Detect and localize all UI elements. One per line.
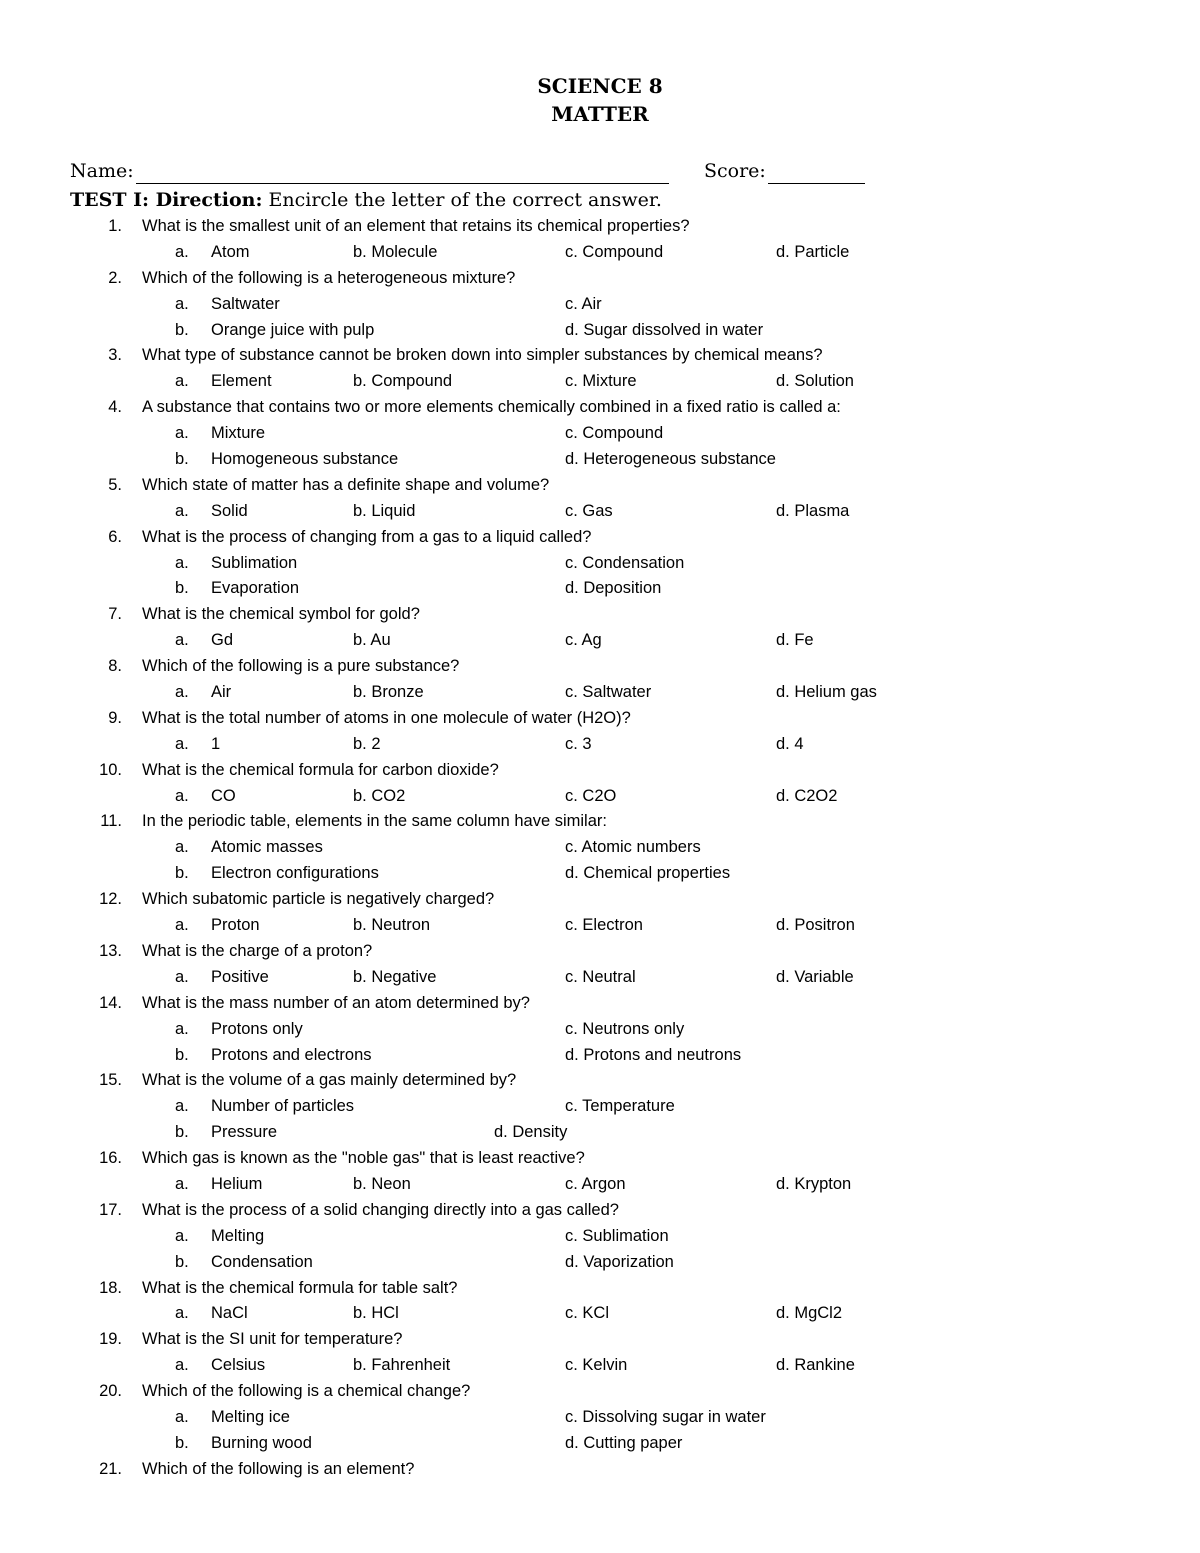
- option-b: b. Fahrenheit: [353, 1356, 451, 1375]
- score-label: Score:: [704, 160, 766, 182]
- option-row: [0, 861, 1200, 887]
- option-b: Orange juice with pulp: [211, 320, 375, 339]
- option-c: c. Air: [565, 294, 602, 313]
- option-c: c. Temperature: [565, 1097, 675, 1116]
- option-b: Burning wood: [211, 1433, 312, 1452]
- option-letter-b: b.: [175, 864, 189, 883]
- question-text: What type of substance cannot be broken down into simpler substances by chemical means?: [142, 346, 823, 365]
- option-row: [0, 732, 1200, 758]
- option-a: Solid: [211, 501, 248, 520]
- option-row: [0, 1405, 1200, 1431]
- option-row: [0, 1431, 1200, 1457]
- option-row: [0, 421, 1200, 447]
- option-d: d. Protons and neutrons: [565, 1045, 742, 1064]
- test-direction: [70, 187, 1070, 213]
- option-letter-a: a.: [175, 501, 189, 520]
- option-d: d. C2O2: [776, 786, 838, 805]
- question-text: Which state of matter has a definite shape and volume?: [142, 475, 550, 494]
- question-item: [0, 395, 1200, 421]
- question-number: 15.: [99, 1071, 122, 1090]
- question-text: What is the process of changing from a gas to a liquid called?: [142, 527, 592, 546]
- question-item: [0, 1379, 1200, 1405]
- question-text: Which of the following is a pure substance?: [142, 657, 460, 676]
- question-text: In the periodic table, elements in the same column have similar:: [142, 812, 607, 831]
- question-item: [0, 214, 1200, 240]
- option-row: [0, 1353, 1200, 1379]
- option-a: Proton: [211, 916, 260, 935]
- test-label: TEST I: Direction:: [70, 189, 263, 211]
- question-text: What is the smallest unit of an element that retains its chemical properties?: [142, 217, 690, 235]
- name-score-row: [70, 158, 870, 186]
- question-item: [0, 1146, 1200, 1172]
- question-text: What is the mass number of an atom determined by?: [142, 993, 530, 1012]
- option-c: c. Atomic numbers: [565, 838, 701, 857]
- option-row: [0, 369, 1200, 395]
- option-row: [0, 551, 1200, 577]
- option-d: d. Density: [494, 1123, 568, 1142]
- option-row: [0, 1224, 1200, 1250]
- option-letter-a: a.: [175, 1226, 189, 1245]
- option-letter-a: a.: [175, 1174, 189, 1193]
- option-d: d. Solution: [776, 372, 854, 391]
- option-d: d. 4: [776, 734, 804, 753]
- question-number: 3.: [108, 346, 122, 365]
- option-c: c. Kelvin: [565, 1356, 628, 1375]
- option-letter-a: a.: [175, 553, 189, 572]
- option-row: [0, 1017, 1200, 1043]
- option-b: Electron configurations: [211, 864, 379, 883]
- option-c: c. Condensation: [565, 553, 685, 572]
- option-c: c. Mixture: [565, 372, 637, 391]
- option-a: Protons only: [211, 1019, 303, 1038]
- option-c: c. Gas: [565, 501, 613, 520]
- question-number: 4.: [108, 398, 122, 417]
- option-row: [0, 680, 1200, 706]
- option-c: c. Neutrons only: [565, 1019, 685, 1038]
- question-number: 10.: [99, 760, 122, 779]
- question-item: [0, 654, 1200, 680]
- exam-topic-title: MATTER: [551, 102, 649, 126]
- question-text: What is the chemical formula for carbon dioxide?: [142, 760, 499, 779]
- option-d: d. Chemical properties: [565, 864, 731, 883]
- option-d: d. Fe: [776, 631, 814, 650]
- question-number: 5.: [108, 475, 122, 494]
- option-letter-a: a.: [175, 1097, 189, 1116]
- option-letter-a: a.: [175, 838, 189, 857]
- option-row: [0, 1301, 1200, 1327]
- question-number: 13.: [99, 941, 122, 960]
- question-item: [0, 1327, 1200, 1353]
- option-c: c. 3: [565, 734, 592, 753]
- option-b: Pressure: [211, 1123, 278, 1142]
- option-letter-a: a.: [175, 424, 189, 443]
- question-number: 21.: [99, 1459, 122, 1478]
- option-letter-b: b.: [175, 1045, 189, 1064]
- question-number: 14.: [99, 993, 122, 1012]
- question-item: [0, 1276, 1200, 1302]
- option-c: c. Neutral: [565, 967, 636, 986]
- option-b: b. 2: [353, 734, 381, 753]
- option-d: d. Heterogeneous substance: [565, 450, 776, 469]
- option-letter-a: a.: [175, 916, 189, 935]
- question-item: [0, 991, 1200, 1017]
- option-d: d. Sugar dissolved in water: [565, 320, 764, 339]
- option-letter-b: b.: [175, 579, 189, 598]
- option-row: [0, 965, 1200, 991]
- question-text: Which of the following is a chemical change?: [142, 1382, 471, 1401]
- question-text: Which of the following is a heterogeneous mixture?: [142, 268, 516, 287]
- option-b: b. Au: [353, 631, 391, 650]
- option-a: Celsius: [211, 1356, 266, 1375]
- question-item: [0, 887, 1200, 913]
- question-text: What is the total number of atoms in one molecule of water (H2O)?: [142, 708, 631, 727]
- option-letter-a: a.: [175, 1356, 189, 1375]
- score-blank-line: [768, 183, 865, 184]
- option-b: b. Neutron: [353, 916, 431, 935]
- question-number: 17.: [99, 1200, 122, 1219]
- option-letter-a: a.: [175, 631, 189, 650]
- option-b: b. Negative: [353, 967, 437, 986]
- question-number: 20.: [99, 1382, 122, 1401]
- option-letter-a: a.: [175, 372, 189, 391]
- question-item: [0, 602, 1200, 628]
- option-b: b. Bronze: [353, 683, 424, 702]
- name-label: Name:: [70, 160, 134, 182]
- question-number: 18.: [99, 1278, 122, 1297]
- option-b: b. Liquid: [353, 501, 416, 520]
- question-text: What is the charge of a proton?: [142, 941, 373, 960]
- question-text: A substance that contains two or more elements chemically combined in a fixed ratio is called a:: [142, 398, 841, 417]
- question-text: What is the volume of a gas mainly determined by?: [142, 1071, 517, 1090]
- option-letter-a: a.: [175, 1304, 189, 1323]
- option-a: NaCl: [211, 1304, 248, 1323]
- question-number: 7.: [108, 605, 122, 624]
- question-text: What is the SI unit for temperature?: [142, 1330, 403, 1349]
- option-b: b. HCl: [353, 1304, 399, 1323]
- option-a: CO: [211, 786, 236, 805]
- option-row: [0, 913, 1200, 939]
- option-a: Air: [211, 683, 232, 702]
- option-row: [0, 784, 1200, 810]
- option-b: Homogeneous substance: [211, 450, 399, 469]
- question-item: [0, 758, 1200, 784]
- question-text: Which subatomic particle is negatively charged?: [142, 890, 495, 909]
- option-letter-a: a.: [175, 786, 189, 805]
- option-a: Atomic masses: [211, 838, 323, 857]
- option-c: c. Dissolving sugar in water: [565, 1407, 766, 1426]
- question-number: 2.: [108, 268, 122, 287]
- question-item: [0, 525, 1200, 551]
- option-c: c. Saltwater: [565, 683, 652, 702]
- option-a: Helium: [211, 1174, 263, 1193]
- question-number: 8.: [108, 657, 122, 676]
- question-item: [0, 939, 1200, 965]
- question-number: 16.: [99, 1149, 122, 1168]
- question-item: [0, 266, 1200, 292]
- option-d: d. Cutting paper: [565, 1433, 683, 1452]
- option-b: Evaporation: [211, 579, 300, 598]
- option-c: c. Compound: [565, 424, 664, 443]
- option-row: [0, 318, 1200, 344]
- option-letter-b: b.: [175, 320, 189, 339]
- name-blank-line: [136, 183, 669, 184]
- option-d: d. Variable: [776, 967, 854, 986]
- option-row: [0, 576, 1200, 602]
- option-d: d. Helium gas: [776, 683, 877, 702]
- option-a: 1: [211, 734, 221, 753]
- question-text: Which gas is known as the "noble gas" that is least reactive?: [142, 1149, 585, 1168]
- option-a: Melting: [211, 1226, 265, 1245]
- option-d: d. Krypton: [776, 1174, 852, 1193]
- option-a: Melting ice: [211, 1407, 290, 1426]
- question-item: [0, 473, 1200, 499]
- question-number: 9.: [108, 708, 122, 727]
- option-row: [0, 1172, 1200, 1198]
- option-c: c. KCl: [565, 1304, 610, 1323]
- option-letter-a: a.: [175, 1407, 189, 1426]
- option-a: Gd: [211, 631, 234, 650]
- question-item: [0, 1198, 1200, 1224]
- question-item: [0, 1457, 1200, 1483]
- option-d: d. Plasma: [776, 501, 850, 520]
- option-c: c. Compound: [565, 242, 664, 261]
- option-letter-a: a.: [175, 683, 189, 702]
- option-d: d. Positron: [776, 916, 855, 935]
- direction-text: Encircle the letter of the correct answer.: [268, 189, 662, 211]
- option-row: [0, 447, 1200, 473]
- option-a: Element: [211, 372, 272, 391]
- option-b: b. Compound: [353, 372, 453, 391]
- option-b: b. Neon: [353, 1174, 411, 1193]
- question-number: 1.: [108, 217, 122, 235]
- option-b: Protons and electrons: [211, 1045, 372, 1064]
- option-d: d. Vaporization: [565, 1252, 674, 1271]
- option-row: [0, 1094, 1200, 1120]
- option-c: c. Ag: [565, 631, 602, 650]
- option-a: Saltwater: [211, 294, 280, 313]
- option-row: [0, 240, 1200, 266]
- option-letter-b: b.: [175, 1123, 189, 1142]
- exam-subject-title: SCIENCE 8: [537, 74, 663, 98]
- question-text: What is the chemical formula for table salt?: [142, 1278, 458, 1297]
- option-c: c. Sublimation: [565, 1226, 669, 1245]
- option-letter-a: a.: [175, 294, 189, 313]
- option-letter-a: a.: [175, 734, 189, 753]
- option-row: [0, 1043, 1200, 1069]
- option-b: b. Molecule: [353, 242, 438, 261]
- option-letter-a: a.: [175, 242, 189, 261]
- option-row: [0, 1120, 1200, 1146]
- option-c: c. Argon: [565, 1174, 626, 1193]
- option-letter-a: a.: [175, 1019, 189, 1038]
- option-row: [0, 835, 1200, 861]
- question-item: [0, 1068, 1200, 1094]
- option-c: c. C2O: [565, 786, 617, 805]
- option-d: d. Rankine: [776, 1356, 855, 1375]
- question-list: [0, 214, 1200, 1483]
- question-number: 6.: [108, 527, 122, 546]
- option-row: [0, 292, 1200, 318]
- question-text: What is the process of a solid changing directly into a gas called?: [142, 1200, 619, 1219]
- question-number: 12.: [99, 890, 122, 909]
- question-number: 11.: [100, 812, 122, 831]
- question-item: [0, 809, 1200, 835]
- question-text: Which of the following is an element?: [142, 1459, 415, 1478]
- option-letter-b: b.: [175, 450, 189, 469]
- question-item: [0, 343, 1200, 369]
- question-item: [0, 706, 1200, 732]
- option-b: b. CO2: [353, 786, 406, 805]
- option-d: d. MgCl2: [776, 1304, 843, 1323]
- option-letter-b: b.: [175, 1433, 189, 1452]
- option-a: Mixture: [211, 424, 266, 443]
- question-text: What is the chemical symbol for gold?: [142, 605, 420, 624]
- option-a: Number of particles: [211, 1097, 355, 1116]
- option-a: Sublimation: [211, 553, 298, 572]
- option-letter-b: b.: [175, 1252, 189, 1271]
- option-row: [0, 1250, 1200, 1276]
- option-a: Atom: [211, 242, 250, 261]
- option-row: [0, 628, 1200, 654]
- option-row: [0, 499, 1200, 525]
- option-letter-a: a.: [175, 967, 189, 986]
- option-d: d. Deposition: [565, 579, 662, 598]
- option-c: c. Electron: [565, 916, 643, 935]
- option-b: Condensation: [211, 1252, 313, 1271]
- question-number: 19.: [99, 1330, 122, 1349]
- option-a: Positive: [211, 967, 269, 986]
- option-d: d. Particle: [776, 242, 850, 261]
